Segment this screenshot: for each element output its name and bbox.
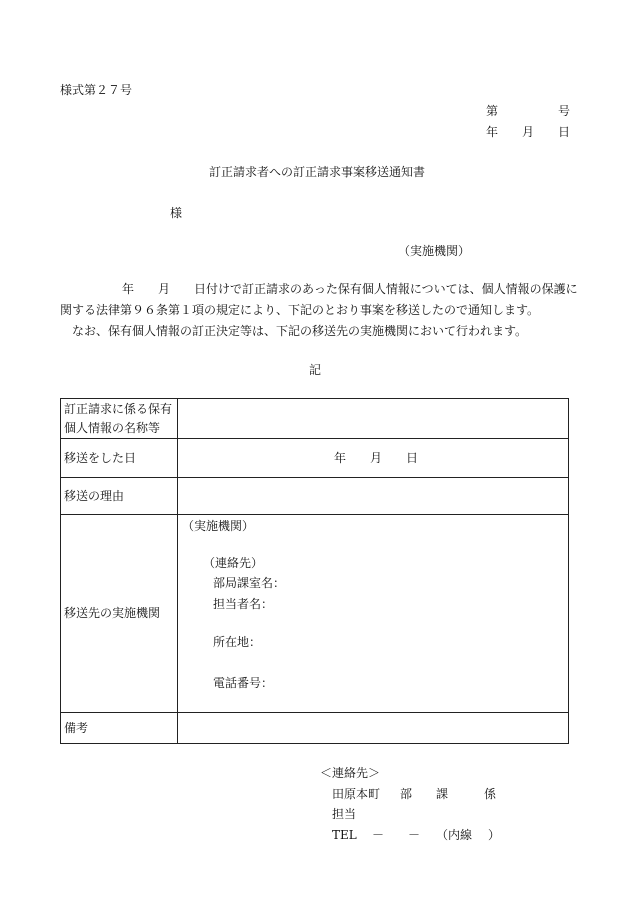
destination-contact-label: （連絡先） (203, 556, 264, 570)
form-number: 様式第２７号 (60, 83, 133, 97)
document-number-prefix: 第 (486, 104, 499, 118)
document-number-suffix: 号 (558, 104, 571, 118)
destination-agency-value[interactable] (178, 515, 569, 713)
remarks-value[interactable] (178, 713, 569, 744)
destination-person-label: 担当者名： (213, 597, 274, 611)
body-line3: なお、保有個人情報の訂正決定等は、下記の移送先の実施機関において行われます。 (72, 324, 528, 338)
table-row (61, 713, 569, 744)
contact-bu: 部 (400, 787, 413, 801)
body-line1: 日付けで訂正請求のあった保有個人情報については、個人情報の保護に (194, 282, 578, 296)
contact-tel-dash-2: － (408, 828, 421, 842)
body-month: 月 (158, 282, 171, 296)
row-label-destination-agency: 移送先の実施機関 (61, 515, 178, 713)
table-row (61, 399, 569, 439)
information-name-value[interactable] (178, 399, 569, 439)
document-title: 訂正請求者への訂正請求事案移送通知書 (209, 165, 426, 179)
contact-tanto: 担当 (332, 807, 357, 821)
date-day: 日 (558, 125, 571, 139)
destination-address-label: 所在地： (213, 635, 262, 649)
addressee-suffix: 様 (170, 206, 183, 220)
row-label-transfer-date: 移送をした日 (61, 439, 178, 478)
contact-extension: （内線 (436, 828, 473, 842)
table-row (61, 439, 569, 478)
row-label-information-name (61, 399, 178, 439)
destination-agency-label: （実施機関） (182, 519, 255, 533)
row-label-line: 個人情報の名称等 (64, 420, 161, 435)
row-label-transfer-reason: 移送の理由 (61, 478, 178, 515)
ki-heading: 記 (309, 363, 322, 377)
row-label-line: 訂正請求に係る保有 (64, 401, 173, 416)
transfer-date-day: 日 (406, 450, 419, 465)
table-row (61, 515, 569, 713)
destination-department-label: 部局課室名： (213, 576, 286, 590)
contact-tel-label: TEL (332, 828, 357, 842)
table-row (61, 478, 569, 515)
body-year: 年 (122, 282, 135, 296)
contact-ka: 課 (436, 787, 449, 801)
destination-phone-label: 電話番号： (213, 676, 274, 690)
row-label-remarks: 備考 (61, 713, 178, 744)
contact-tel-dash-1: － (372, 828, 385, 842)
transfer-date-year: 年 (334, 450, 347, 465)
transfer-date-value[interactable] (178, 439, 569, 478)
contact-extension-close: ） (488, 828, 501, 842)
date-year: 年 (486, 125, 499, 139)
transfer-details-table (60, 398, 569, 744)
body-line2: 関する法律第９６条第１項の規定により、下記のとおり事案を移送したので通知します。 (60, 303, 540, 317)
contact-heading: ＜連絡先＞ (320, 766, 381, 780)
transfer-date-month: 月 (370, 450, 383, 465)
issuer-label: （実施機関） (398, 244, 471, 258)
contact-organization: 田原本町 (332, 787, 381, 801)
contact-kakari: 係 (484, 787, 497, 801)
transfer-reason-value[interactable] (178, 478, 569, 515)
date-month: 月 (522, 125, 535, 139)
